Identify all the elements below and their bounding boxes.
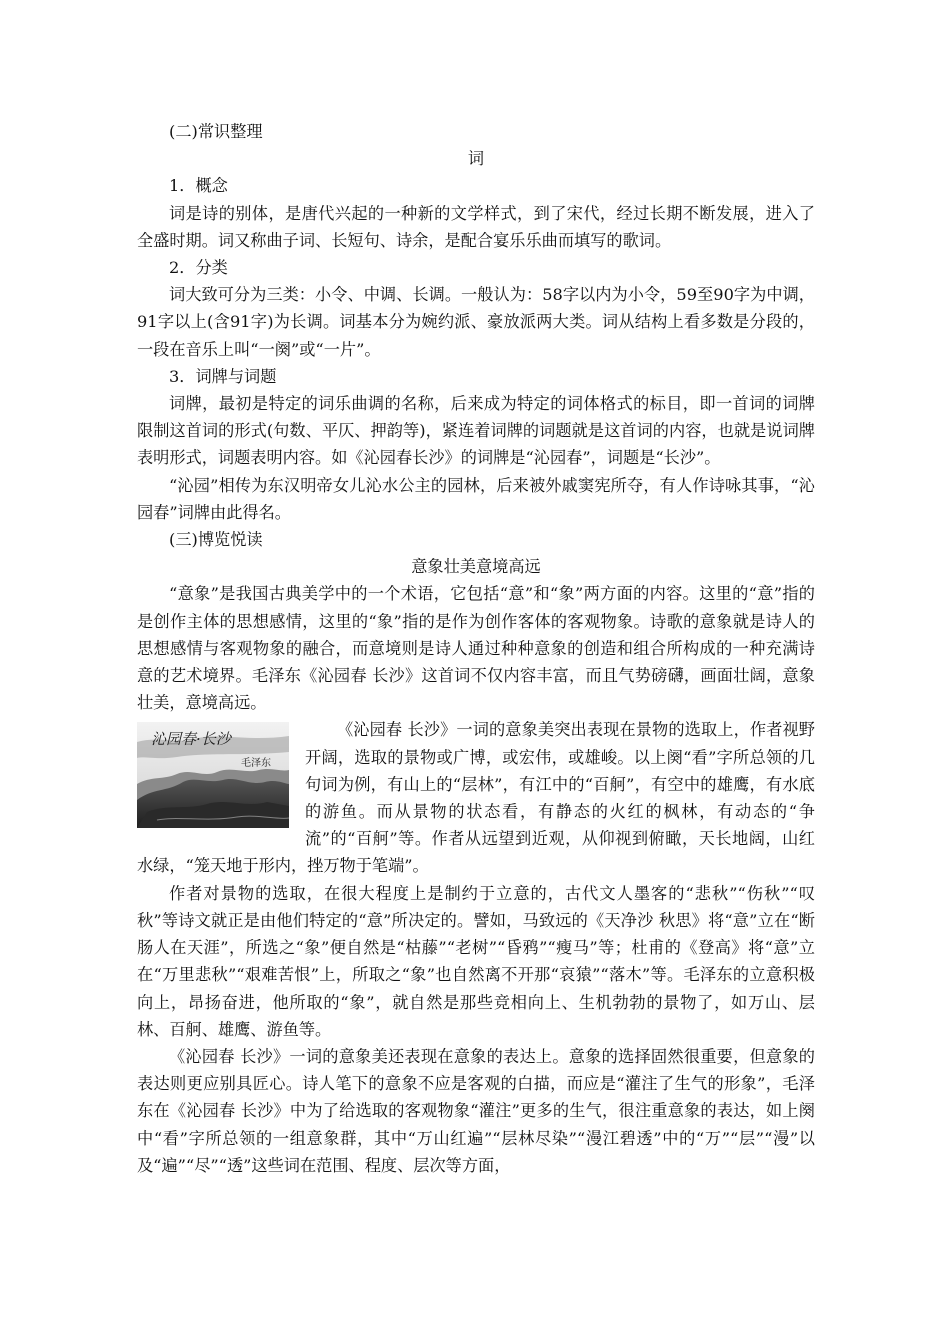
article-paragraph-1: “意象”是我国古典美学中的一个术语，它包括“意”和“象”两方面的内容。这里的“意”指的是创作主体的思想感情，这里的“象”指的是作为创作客体的客观物象。诗歌的意象就是诗人的思想感情与客观物象的融合，而意境则是诗人通过种种意象的创造和组合所构成的一种充满诗意的艺术境界。毛泽东《沁园春 长沙》这首词不仅内容丰富，而且气势磅礴，画面壮阔，意象壮美，意境高远。 xyxy=(137,584,815,713)
article-title: 意象壮美意境高远 xyxy=(411,557,541,577)
paragraph-classification: 词大致可分为三类：小令、中调、长调。一般认为：58字以内为小令，59至90字为中调，91字以上(含91字)为长调。词基本分为婉约派、豪放派两大类。词从结构上看多数是分段的，一段在音乐上叫“一阕”或“一片”。 xyxy=(137,285,815,359)
paragraph-qinyuan: “沁园”相传为东汉明帝女儿沁水公主的园林，后来被外戚窦宪所夺，有人作诗咏其事，“沁园春”词牌由此得名。 xyxy=(137,475,815,522)
document-page xyxy=(137,118,815,1179)
article-paragraph-3: 作者对景物的选取，在很大程度上是制约于立意的，古代文人墨客的“悲秋”“伤秋”“叹秋”等诗文就正是由他们特定的“意”所决定的。譬如，马致远的《天净沙 秋思》将“意”立在“断肠人在天涯”，所选之“象”便自然是“枯藤”“老树”“昏鸦”“瘦马”等；杜甫的《登高》将“意”立在“万里悲秋”“艰难苦恨”上，所取之“象”也自然离不开那“哀猿”“落木”等。毛泽东的立意积极向上，昂扬奋进，他所取的“象”，就自然是那些竞相向上、生机勃勃的景物了，如万山、层林、百舸、雄鹰、游鱼等。 xyxy=(137,883,815,1039)
subheading-cipai: 3．词牌与词题 xyxy=(169,366,277,386)
illustration-title: 沁园春·长沙 xyxy=(151,730,231,749)
paragraph-cipai: 词牌，最初是特定的词乐曲调的名称，后来成为特定的词体格式的标目，即一首词的词牌限制这首词的形式(句数、平仄、押韵等)，紧连着词牌的词题就是这首词的内容，也就是说词牌表明形式，词题表明内容。如《沁园春长沙》的词牌是“沁园春”，词题是“长沙”。 xyxy=(137,394,815,468)
article-paragraph-2: 《沁园春 长沙》一词的意象美突出表现在景物的选取上，作者视野开阔，选取的景物或广博，或宏伟，或雄峻。以上阕“看”字所总领的几句词为例，有山上的“层林”，有江中的“百舸”，有空中的雄鹰，有水底的游鱼。而从景物的状态看，有静态的火红的枫林，有动态的“争流”的“百舸”等。作者从远望到近观，从仰视到俯瞰，天长地阔，山红水绿，“笼天地于形内，挫万物于笔端”。 xyxy=(137,720,815,876)
illustration-author: 毛泽东 xyxy=(241,758,271,770)
subheading-classification: 2．分类 xyxy=(169,258,228,278)
article-paragraph-4: 《沁园春 长沙》一词的意象美还表现在意象的表达上。意象的选择固然很重要，但意象的表达则更应别具匠心。诗人笔下的意象不应是客观的白描，而应是“灌注了生气的形象”，毛泽东在《沁园春 长沙》中为了给选取的客观物象“灌注”更多的生气，很注重意象的表达，如上阕中“看”字所总领的一组意象群，其中“万山红遍”“层林尽染”“漫江碧透”中的“万”“层”“漫”以及“遍”“尽”“透”这些词在范围、程度、层次等方面， xyxy=(137,1046,815,1175)
section-heading-common-knowledge: (二)常识整理 xyxy=(169,122,263,141)
heading-ci: 词 xyxy=(467,149,485,169)
section-heading-reading: (三)博览悦读 xyxy=(169,530,263,550)
paragraph-concept: 词是诗的别体，是唐代兴起的一种新的文学样式，到了宋代，经过长期不断发展，进入了全盛时期。词又称曲子词、长短句、诗余，是配合宴乐乐曲而填写的歌词。 xyxy=(137,203,815,250)
landscape-illustration xyxy=(137,722,289,828)
mountain-painting-icon xyxy=(137,722,289,828)
subheading-concept: 1．概念 xyxy=(169,176,228,196)
